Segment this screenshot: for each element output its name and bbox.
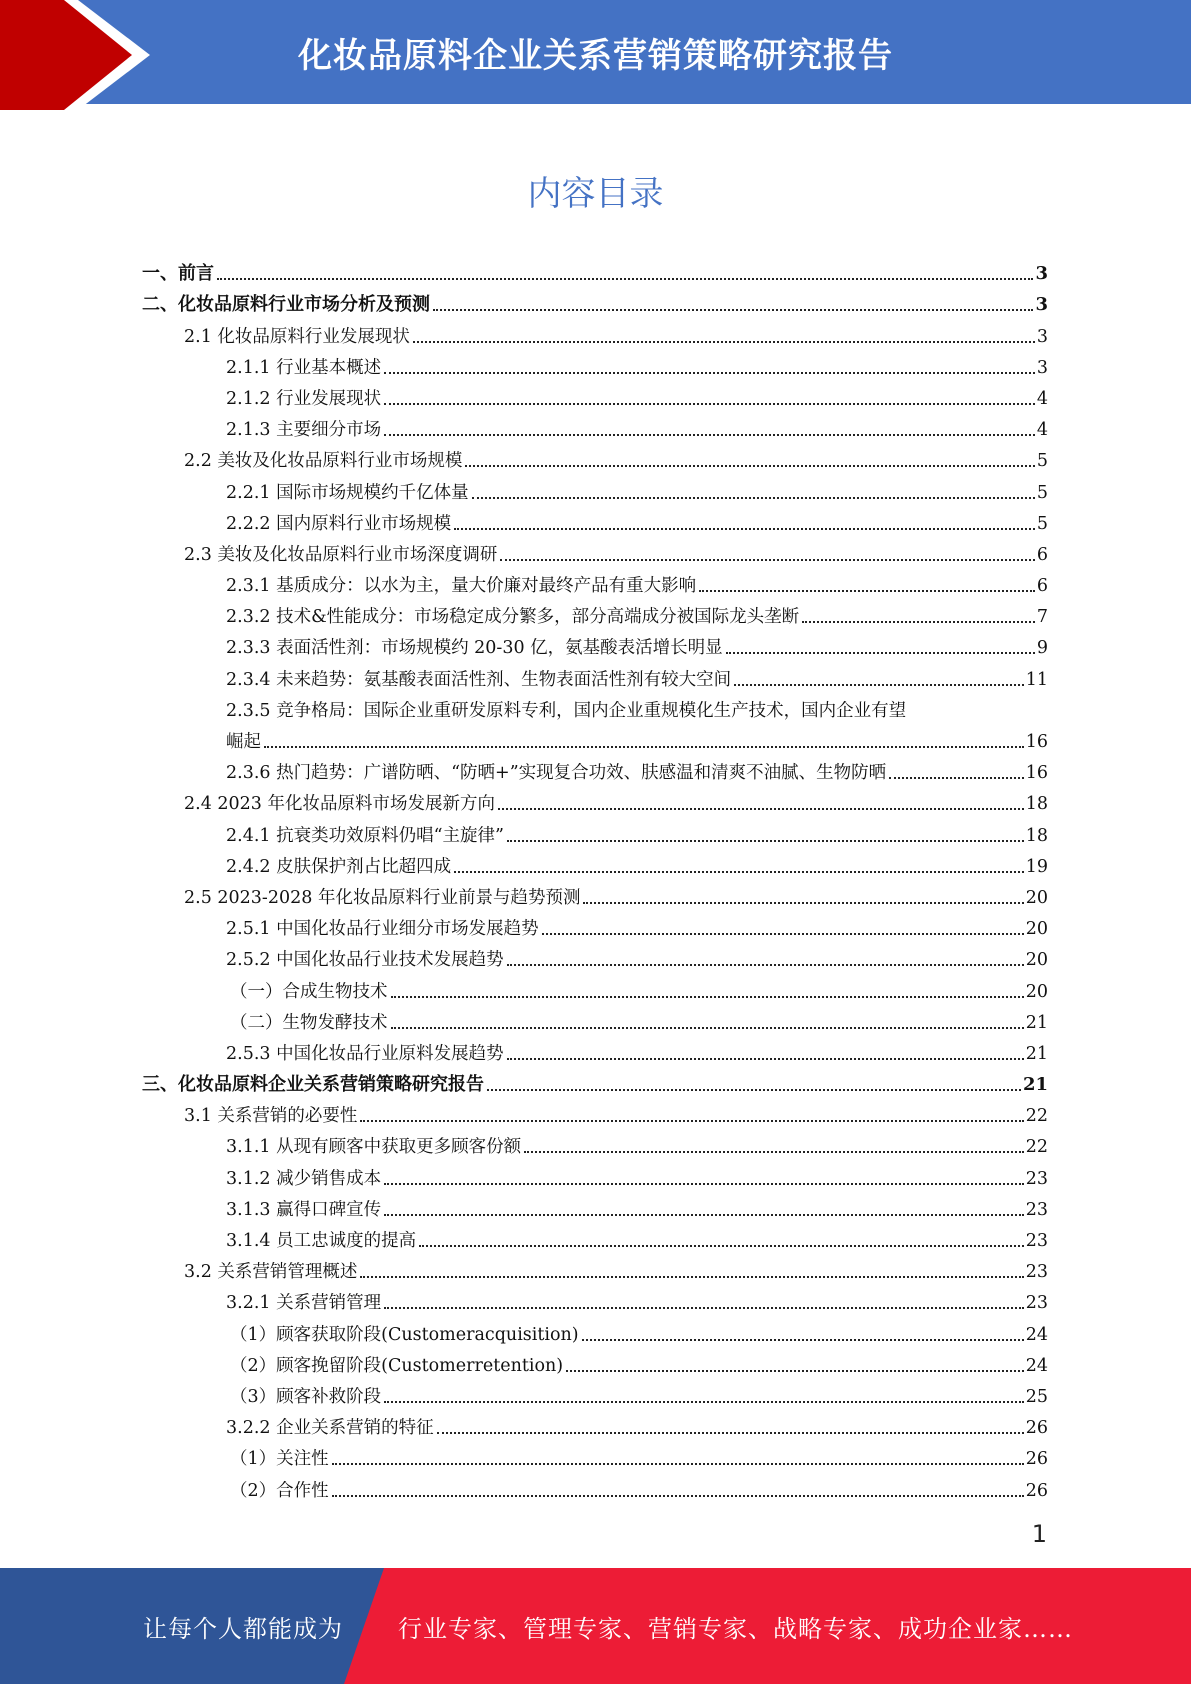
toc-entry-page: 20	[1025, 919, 1048, 940]
toc-leader-dots	[391, 1027, 1024, 1029]
toc-entry-page: 23	[1025, 1168, 1048, 1189]
footer-slogan-right: 行业专家、管理专家、营销专家、战略专家、成功企业家……	[398, 1614, 1073, 1643]
toc-entry-page: 3	[1035, 263, 1048, 285]
toc-entry-label: 2.2 美妆及化妆品原料行业市场规模	[184, 451, 463, 472]
toc-entry[interactable]	[142, 1252, 1048, 1283]
toc-entry-label: 二、化妆品原料行业市场分析及预测	[142, 294, 430, 316]
toc-entry-page: 9	[1036, 638, 1048, 659]
toc-entry[interactable]	[142, 909, 1048, 940]
toc-entry[interactable]	[142, 1470, 1048, 1501]
toc-entry[interactable]	[142, 1003, 1048, 1034]
toc-entry-page: 23	[1025, 1293, 1048, 1314]
toc-entry[interactable]	[142, 1065, 1048, 1096]
toc-entry[interactable]	[142, 753, 1048, 784]
toc-leader-dots	[384, 1214, 1024, 1216]
toc-entry[interactable]	[142, 1439, 1048, 1470]
toc-entry-label: 2.5.2 中国化妆品行业技术发展趋势	[226, 950, 504, 971]
toc-entry-page: 20	[1025, 981, 1048, 1002]
toc-entry-page: 26	[1025, 1480, 1048, 1501]
toc-entry-label: 3.1.3 赢得口碑宣传	[226, 1199, 382, 1220]
toc-entry-page: 3	[1036, 357, 1048, 378]
toc-entry-label: 2.1.3 主要细分市场	[226, 420, 382, 441]
toc-entry-label: 2.5.3 中国化妆品行业原料发展趋势	[226, 1043, 504, 1064]
toc-entry[interactable]	[142, 1408, 1048, 1439]
toc-title: 内容目录	[527, 174, 664, 214]
toc-leader-dots	[384, 434, 1035, 436]
toc-entry[interactable]	[142, 691, 1048, 722]
toc-leader-dots	[507, 1058, 1024, 1060]
toc-entry[interactable]	[142, 1346, 1048, 1377]
toc-entry[interactable]	[142, 1221, 1048, 1252]
toc-leader-dots	[332, 1463, 1024, 1465]
toc-entry-label: 2.4.2 皮肤保护剂占比超四成	[226, 856, 452, 877]
toc-entry-page: 6	[1036, 544, 1048, 565]
toc-entry-label: 3.2.1 关系营销管理	[226, 1293, 382, 1314]
toc-leader-dots	[507, 840, 1024, 842]
toc-entry-label: 2.5 2023-2028 年化妆品原料行业前景与趋势预测	[184, 887, 581, 908]
toc-entry[interactable]	[142, 566, 1048, 597]
toc-entry-label: 一、前言	[142, 263, 214, 285]
toc-entry-page: 4	[1036, 388, 1048, 409]
toc-leader-dots	[582, 1339, 1024, 1341]
toc-entry-label: 2.2.1 国际市场规模约千亿体量	[226, 482, 469, 503]
toc-entry-page: 16	[1025, 763, 1048, 784]
toc-entry-page: 4	[1036, 420, 1048, 441]
toc-entry[interactable]	[142, 659, 1048, 690]
toc-entry[interactable]	[142, 1377, 1048, 1408]
toc-entry-label: （一）合成生物技术	[230, 981, 388, 1002]
toc-leader-dots	[500, 559, 1034, 561]
toc-leader-dots	[454, 871, 1024, 873]
toc-entry-page: 24	[1025, 1324, 1048, 1345]
toc-entry[interactable]	[142, 348, 1048, 379]
toc-leader-dots	[384, 403, 1035, 405]
footer-slogan-left: 让每个人都能成为	[143, 1614, 343, 1643]
toc-entry-label: 3.1 关系营销的必要性	[184, 1106, 358, 1127]
toc-entry-label: 2.3.4 未来趋势：氨基酸表面活性剂、生物表面活性剂有较大空间	[226, 669, 732, 690]
toc-leader-dots	[507, 964, 1024, 966]
toc-entry-page: 22	[1025, 1137, 1048, 1158]
toc-leader-dots	[498, 808, 1024, 810]
header-banner	[0, 0, 1191, 110]
toc-entry[interactable]	[142, 1158, 1048, 1189]
toc-entry-page: 24	[1025, 1355, 1048, 1376]
toc-leader-dots	[360, 1120, 1023, 1122]
toc-entry-label: 2.4 2023 年化妆品原料市场发展新方向	[184, 794, 495, 815]
toc-entry[interactable]	[142, 504, 1048, 535]
toc-entry[interactable]	[142, 722, 1048, 753]
toc-leader-dots	[419, 1245, 1024, 1247]
header-title: 化妆品原料企业关系营销策略研究报告	[298, 35, 893, 76]
toc-leader-dots	[391, 996, 1024, 998]
toc-entry-page: 18	[1025, 825, 1048, 846]
toc-leader-dots	[465, 465, 1034, 467]
toc-entry-page: 16	[1025, 732, 1048, 752]
toc-leader-dots	[384, 1401, 1024, 1403]
toc-leader-dots	[583, 902, 1023, 904]
toc-entry[interactable]	[142, 316, 1048, 347]
toc-entry-page: 3	[1036, 326, 1048, 347]
toc-entry[interactable]	[142, 971, 1048, 1002]
toc-leader-dots	[433, 309, 1033, 311]
toc-leader-dots	[734, 684, 1024, 686]
toc-leader-dots	[566, 1370, 1024, 1372]
toc-entry[interactable]	[142, 1190, 1048, 1221]
toc-entry-label: 崛起	[226, 732, 261, 752]
toc-entry-label: （2）顾客挽留阶段(Customerretention)	[230, 1355, 564, 1376]
toc-entry[interactable]	[142, 878, 1048, 909]
page-number: 1	[1031, 1520, 1047, 1548]
toc-entry-label: 3.2.2 企业关系营销的特征	[226, 1418, 434, 1439]
toc-leader-dots	[264, 746, 1024, 748]
toc-leader-dots	[472, 497, 1035, 499]
toc-leader-dots	[384, 1183, 1024, 1185]
toc-entry[interactable]	[142, 815, 1048, 846]
toc-leader-dots	[437, 1432, 1024, 1434]
toc-entry-page: 26	[1025, 1418, 1048, 1439]
toc-entry-label: 2.3.2 技术&性能成分：市场稳定成分繁多，部分高端成分被国际龙头垄断	[226, 607, 800, 628]
toc-entry-page: 21	[1025, 1012, 1048, 1033]
toc-entry-label: 2.2.2 国内原料行业市场规模	[226, 513, 452, 534]
toc-leader-dots	[413, 341, 1035, 343]
toc-entry-page: 5	[1036, 482, 1048, 503]
toc-entry[interactable]	[142, 379, 1048, 410]
toc-entry-label: （2）合作性	[230, 1480, 329, 1501]
toc-entry-label: 3.1.4 员工忠诚度的提高	[226, 1231, 417, 1251]
toc-leader-dots	[384, 1307, 1024, 1309]
toc-entry-page: 19	[1025, 856, 1048, 877]
toc-entry-page: 20	[1025, 950, 1048, 971]
toc-leader-dots	[542, 933, 1024, 935]
toc-entry[interactable]	[142, 472, 1048, 503]
toc-entry-label: 2.4.1 抗衰类功效原料仍唱“主旋律”	[226, 825, 504, 846]
toc-entry-page: 21	[1022, 1074, 1048, 1096]
toc-leader-dots	[726, 652, 1035, 654]
toc-entry-label: 2.3.5 竞争格局：国际企业重研发原料专利，国内企业重规模化生产技术，国内企业有望	[226, 700, 907, 721]
toc-leader-dots	[360, 1276, 1023, 1278]
toc-entry[interactable]	[142, 597, 1048, 628]
toc-entry[interactable]	[142, 1127, 1048, 1158]
table-of-contents	[142, 254, 1048, 1502]
toc-entry-page: 23	[1025, 1231, 1048, 1251]
footer-banner	[0, 1568, 1191, 1684]
toc-entry[interactable]	[142, 535, 1048, 566]
toc-entry[interactable]	[142, 628, 1048, 659]
toc-entry-label: 2.3.6 热门趋势：广谱防晒、“防晒+”实现复合功效、肤感温和清爽不油腻、生物防晒	[226, 763, 887, 784]
toc-leader-dots	[524, 1151, 1024, 1153]
toc-entry-page: 21	[1025, 1043, 1048, 1064]
toc-entry-page: 23	[1025, 1262, 1048, 1283]
toc-leader-dots	[332, 1495, 1024, 1497]
toc-entry-label: （3）顾客补救阶段	[230, 1386, 382, 1407]
toc-leader-dots	[454, 528, 1035, 530]
toc-entry-page: 20	[1025, 887, 1048, 908]
toc-leader-dots	[487, 1089, 1021, 1091]
toc-entry-label: 2.3 美妆及化妆品原料行业市场深度调研	[184, 544, 498, 565]
toc-entry-page: 26	[1025, 1449, 1048, 1470]
toc-entry-label: 2.1.1 行业基本概述	[226, 357, 382, 378]
toc-entry-label: 2.1 化妆品原料行业发展现状	[184, 326, 410, 347]
toc-entry[interactable]	[142, 285, 1048, 316]
toc-entry[interactable]	[142, 1314, 1048, 1345]
toc-entry-label: 2.5.1 中国化妆品行业细分市场发展趋势	[226, 919, 539, 940]
toc-entry-label: 3.2 关系营销管理概述	[184, 1262, 358, 1283]
toc-entry[interactable]	[142, 254, 1048, 285]
toc-entry[interactable]	[142, 1034, 1048, 1065]
toc-entry-label: 2.3.1 基质成分：以水为主，量大价廉对最终产品有重大影响	[226, 576, 697, 597]
toc-entry-label: 2.1.2 行业发展现状	[226, 388, 382, 409]
toc-entry-label: 2.3.3 表面活性剂：市场规模约 20-30 亿，氨基酸表活增长明显	[226, 638, 723, 659]
toc-entry-label: （1）顾客获取阶段(Customeracquisition)	[230, 1324, 579, 1345]
toc-entry-page: 11	[1025, 669, 1048, 690]
toc-entry-page: 5	[1036, 451, 1048, 472]
toc-leader-dots	[699, 590, 1035, 592]
toc-entry-page: 25	[1025, 1386, 1048, 1407]
toc-entry-page: 6	[1036, 576, 1048, 597]
toc-entry-label: 3.1.2 减少销售成本	[226, 1168, 382, 1189]
toc-entry-label: （1）关注性	[230, 1449, 329, 1470]
toc-entry-label: 3.1.1 从现有顾客中获取更多顾客份额	[226, 1137, 522, 1158]
toc-entry-page: 3	[1035, 294, 1048, 316]
toc-entry-page: 5	[1036, 513, 1048, 534]
toc-entry-page: 22	[1025, 1106, 1048, 1127]
toc-entry[interactable]	[142, 1283, 1048, 1314]
toc-entry[interactable]	[142, 784, 1048, 815]
toc-entry-page: 7	[1036, 607, 1048, 628]
toc-entry-page: 23	[1025, 1199, 1048, 1220]
toc-entry-label: 三、化妆品原料企业关系营销策略研究报告	[142, 1074, 484, 1096]
toc-entry[interactable]	[142, 410, 1048, 441]
toc-entry-page: 18	[1025, 794, 1048, 815]
toc-entry[interactable]	[142, 1096, 1048, 1127]
toc-leader-dots	[384, 372, 1035, 374]
toc-leader-dots	[802, 621, 1035, 623]
toc-entry-label: （二）生物发酵技术	[230, 1012, 388, 1033]
toc-entry[interactable]	[142, 847, 1048, 878]
toc-leader-dots	[217, 278, 1033, 280]
toc-entry[interactable]	[142, 441, 1048, 472]
toc-entry[interactable]	[142, 940, 1048, 971]
toc-leader-dots	[889, 777, 1024, 779]
